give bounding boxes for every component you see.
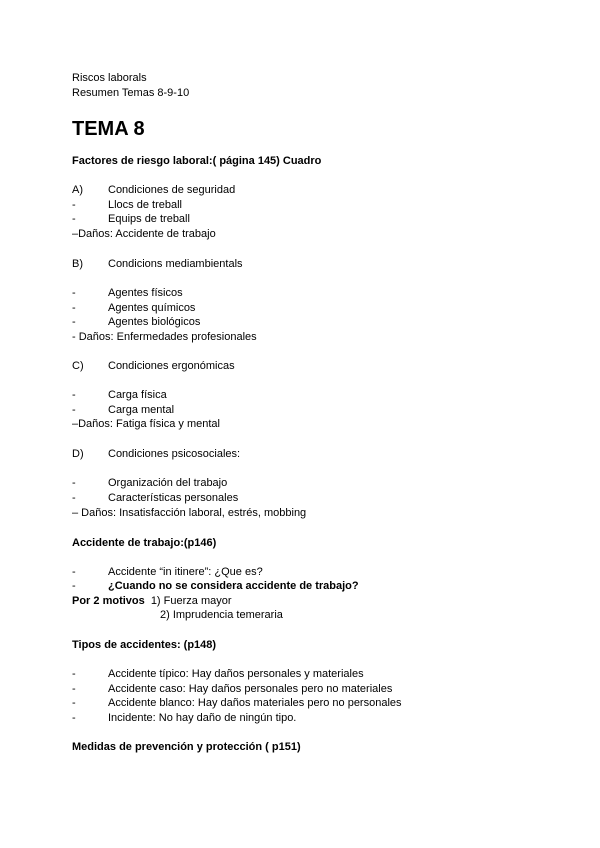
list-item-text: Incidente: No hay daño de ningún tipo.: [108, 712, 297, 724]
group-b-letter: B): [72, 258, 83, 270]
header-line-1: Riscos laborals: [72, 72, 147, 84]
bullet-dash: -: [72, 404, 76, 416]
bullet-dash: -: [72, 683, 76, 695]
bullet-dash: -: [72, 477, 76, 489]
bullet-dash: -: [72, 566, 76, 578]
group-a-title-text: Condiciones de seguridad: [108, 184, 236, 196]
group-d-danos: – Daños: Insatisfacción laboral, estrés, mobbing: [72, 507, 307, 519]
bullet-dash: -: [72, 668, 76, 680]
bullet-dash: -: [72, 492, 76, 504]
list-item-text: Accidente típico: Hay daños personales y materiales: [108, 668, 364, 680]
motivo-1: 1) Fuerza mayor: [150, 595, 232, 607]
motivos-line: [72, 594, 232, 608]
bullet-dash: -: [72, 580, 76, 592]
group-a-danos: –Daños: Accidente de trabajo: [72, 228, 216, 240]
list-item-text: Accidente caso: Hay daños personales pero no materiales: [108, 683, 393, 695]
header-line-2: Resumen Temas 8-9-10: [72, 87, 190, 99]
bullet-dash: -: [72, 712, 76, 724]
group-b-danos: - Daños: Enfermedades profesionales: [72, 331, 257, 343]
list-item-text: Accidente “in itinere”: ¿Que es?: [108, 566, 263, 578]
bullet-dash: -: [72, 199, 76, 211]
bullet-dash: -: [72, 697, 76, 709]
bullet-dash: -: [72, 287, 76, 299]
list-item-text: Agentes químicos: [108, 302, 196, 314]
section-heading-accidente: Accidente de trabajo:(p146): [72, 537, 217, 549]
motivo-2: 2) Imprudencia temeraria: [160, 609, 283, 621]
group-c-danos: –Daños: Fatiga física y mental: [72, 418, 220, 430]
list-item-text: Equips de treball: [108, 213, 190, 225]
page-title: TEMA 8: [72, 118, 145, 140]
list-item-text: Carga física: [108, 389, 167, 401]
bullet-dash: -: [72, 213, 76, 225]
bullet-dash: -: [72, 302, 76, 314]
list-item-text: Llocs de treball: [108, 199, 182, 211]
group-c-title-text: Condiciones ergonómicas: [108, 360, 235, 372]
list-item-text: Organización del trabajo: [108, 477, 228, 489]
list-item-text: Carga mental: [108, 404, 175, 416]
group-b-title-text: Condicions mediambientals: [108, 258, 243, 270]
list-item-text: Accidente blanco: Hay daños materiales pero no personales: [108, 697, 402, 709]
bullet-dash: -: [72, 389, 76, 401]
section-heading-factores: Factores de riesgo laboral:( página 145) Cuadro: [72, 155, 322, 167]
group-d-title-text: Condiciones psicosociales:: [108, 448, 241, 460]
group-c-letter: C): [72, 360, 84, 372]
section-heading-tipos: Tipos de accidentes: (p148): [72, 639, 217, 651]
section-heading-medidas: Medidas de prevención y protección ( p151): [72, 741, 301, 753]
list-item-text: Características personales: [108, 492, 239, 504]
group-d-letter: D): [72, 448, 84, 460]
bullet-dash: -: [72, 316, 76, 328]
list-item-text: Agentes físicos: [108, 287, 183, 299]
motivos-label: Por 2 motivos: [72, 595, 145, 607]
list-item-text: ¿Cuando no se considera accidente de trabajo?: [108, 580, 359, 592]
group-a-letter: A): [72, 184, 83, 196]
list-item-text: Agentes biológicos: [108, 316, 201, 328]
